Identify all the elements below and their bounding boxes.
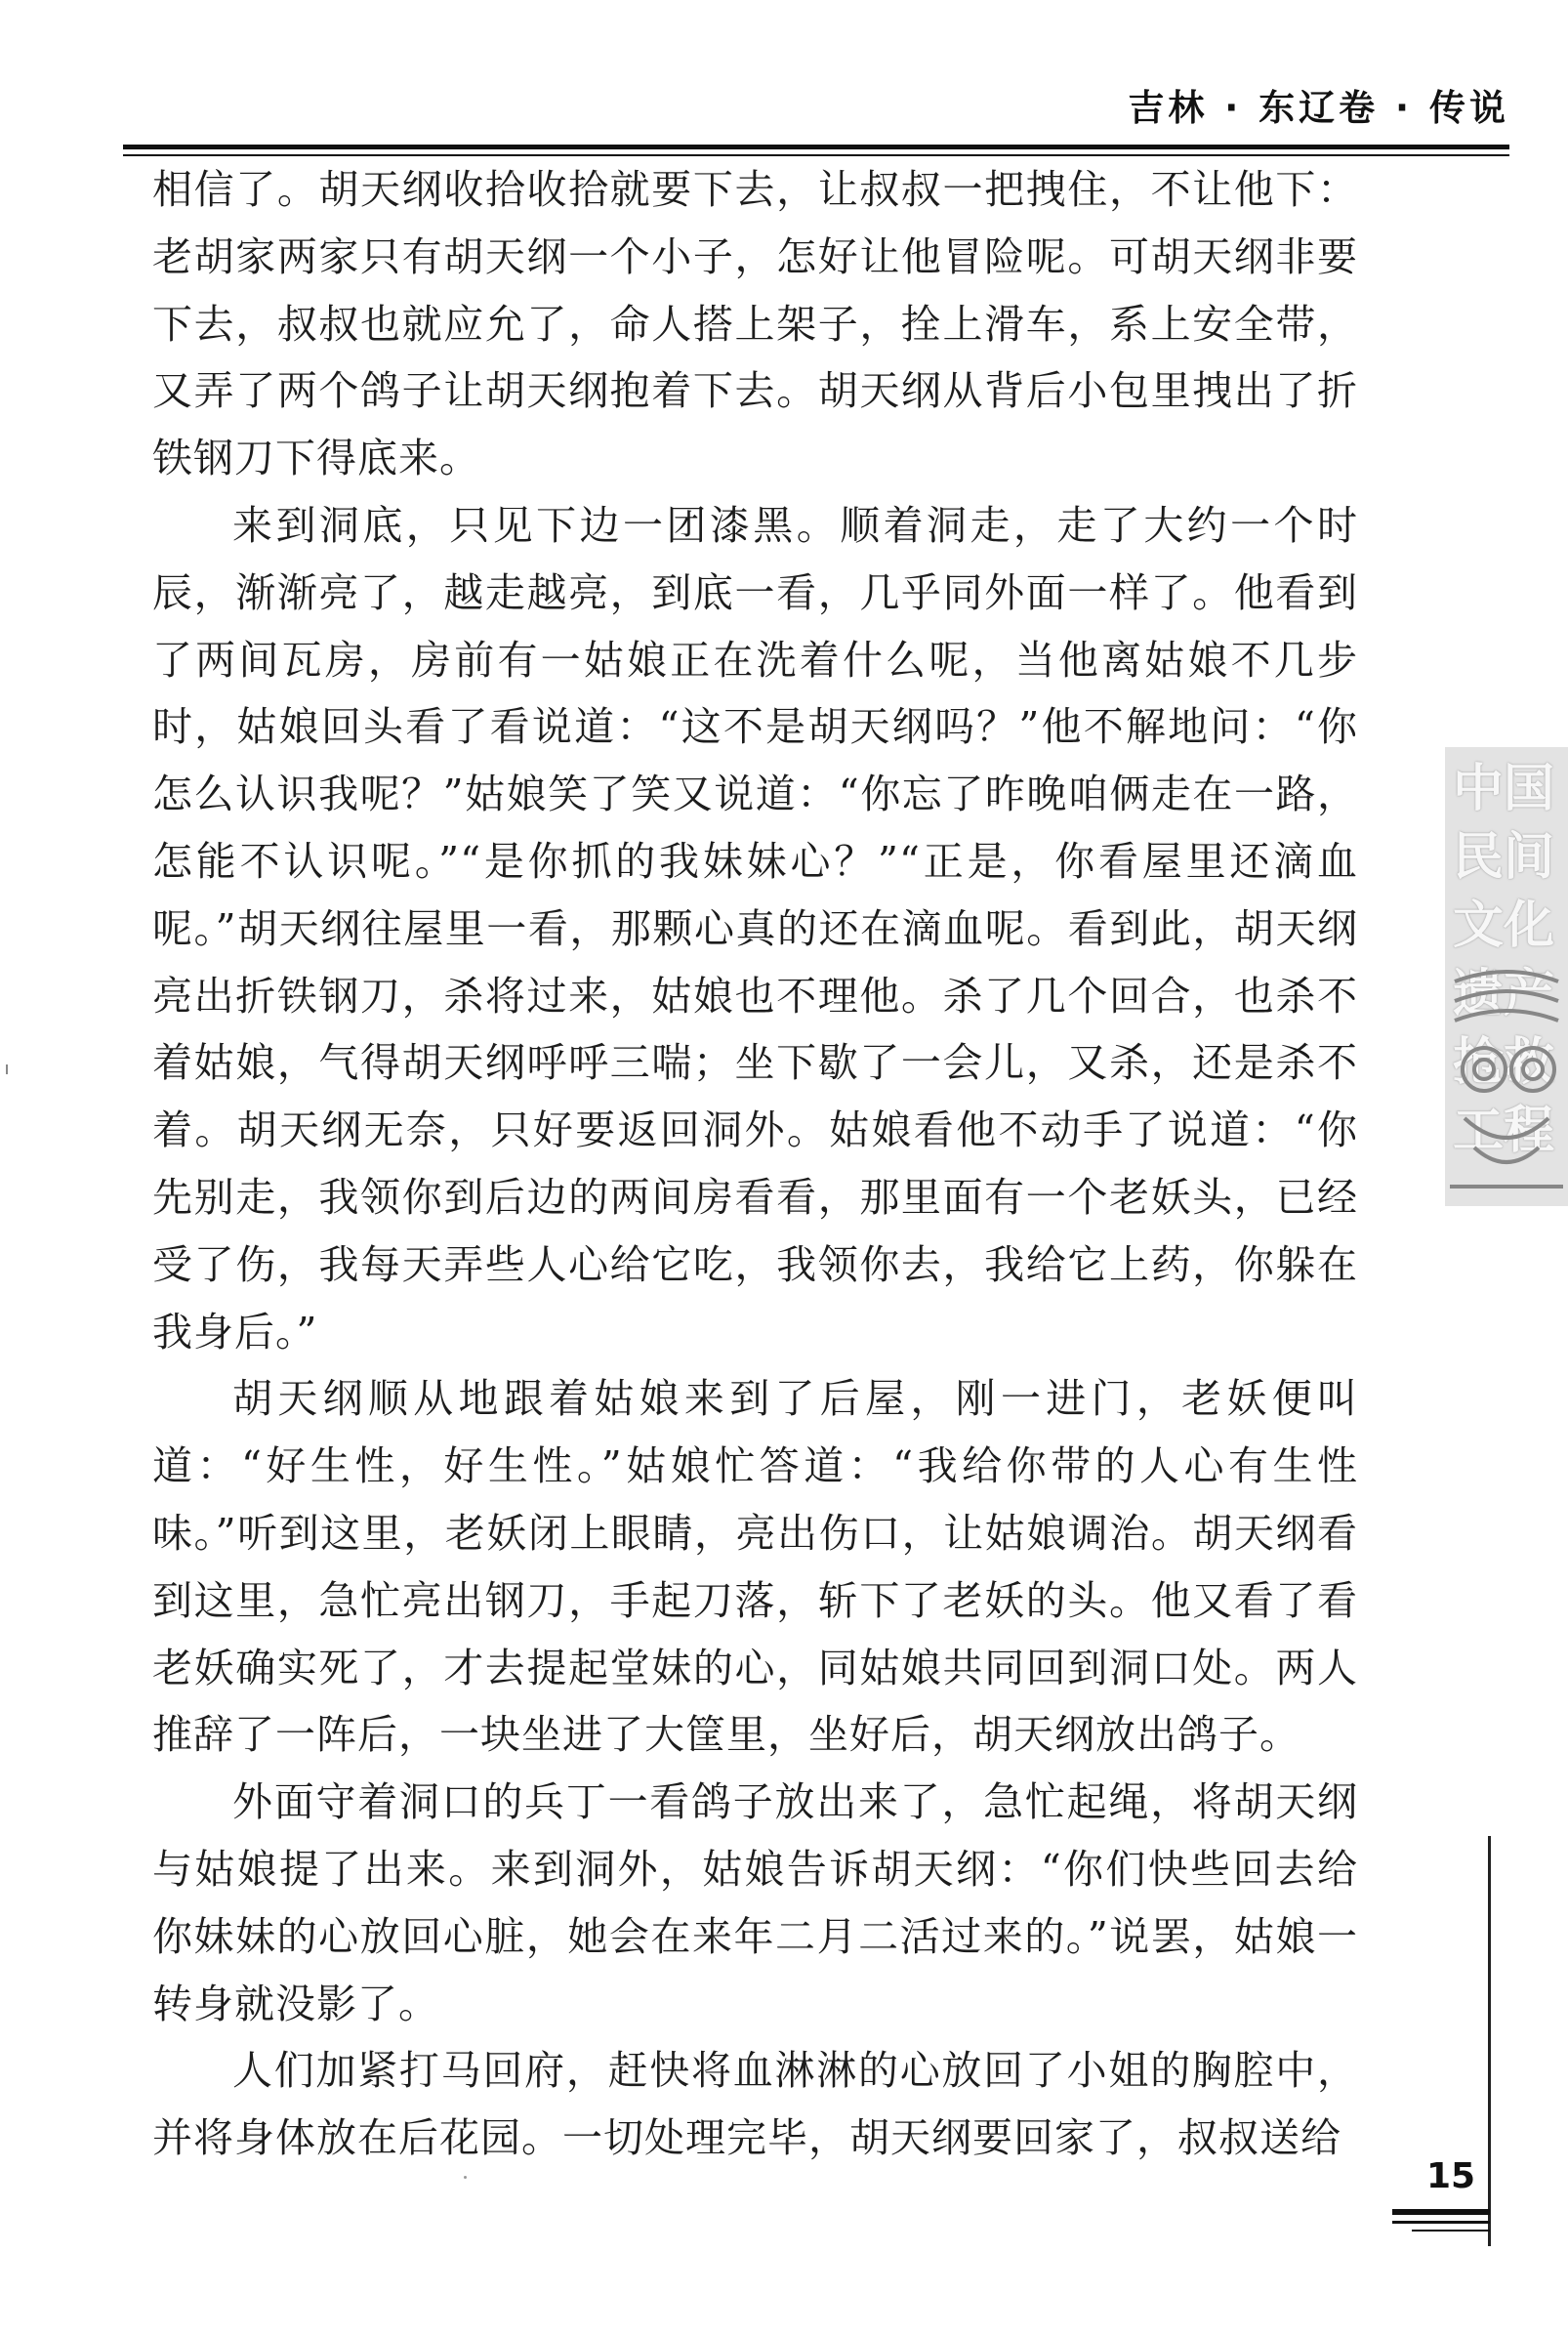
page-number: 15 [1425, 2156, 1476, 2196]
mask-pattern-icon [1445, 962, 1568, 1206]
paragraph-5: 人们加紧打马回府，赶快将血淋淋的心放回了小姐的胸腔中，并将身体放在后花园。一切处理完毕，胡天纲要回家了，叔叔送给 [152, 2047, 1358, 2162]
running-header [123, 61, 1509, 149]
left-margin-mark [6, 1064, 8, 1074]
side-emblem [1445, 747, 1568, 1206]
scan-dot [464, 2176, 467, 2179]
paragraph-1: 相信了。胡天纲收拾收拾就要下去，让叔叔一把拽住，不让他下：老胡家两家只有胡天纲一个小子，怎好让他冒险呢。可胡天纲非要下去，叔叔也就应允了，命人搭上架子，拴上滑车，系上安全带，又弄了两个鸽子让胡天纲抱着下去。胡天纲从背后小包里拽出了折铁钢刀下得底来。 [152, 166, 1358, 482]
header-title: 吉林 · 东辽卷 · 传说 [1128, 87, 1509, 129]
paragraph-3: 胡天纲顺从地跟着姑娘来到了后屋，刚一进门，老妖便叫道：“好生性，好生性。”姑娘忙答道：“我给你带的人心有生性味。”听到这里，老妖闭上眼睛，亮出伤口，让姑娘调治。胡天纲看到这里，急忙亮出钢刀，手起刀落，斩下了老妖的头。他又看了看老妖确实死了，才去提起堂妹的心，同姑娘共同回到洞口处。两人推辞了一阵后，一块坐进了大筐里，坐好后，胡天纲放出鸽子。 [152, 1375, 1358, 1759]
emblem-text: 中国民间文化遗产抢救工程 [1453, 760, 1555, 1160]
paragraph-4: 外面守着洞口的兵丁一看鸽子放出来了，急忙起绳，将胡天纲与姑娘提了出来。来到洞外，姑娘告诉胡天纲：“你们快些回去给你妹妹的心放回心脏，她会在来年二月二活过来的。”说罢，姑娘一转身就没影了。 [152, 1778, 1358, 2027]
right-margin-rule [1488, 1836, 1491, 2246]
paragraph-2: 来到洞底，只见下边一团漆黑。顺着洞走，走了大约一个时辰，渐渐亮了，越走越亮，到底一看，几乎同外面一样了。他看到了两间瓦房，房前有一姑娘正在洗着什么呢，当他离姑娘不几步时，姑娘回头看了看说道：“这不是胡天纲吗？”他不解地问：“你怎么认识我呢？”姑娘笑了笑又说道：“你忘了昨晚咱俩走在一路，怎能不认识呢。”“是你抓的我妹妹心？”“正是，你看屋里还滴血呢。”胡天纲往屋里一看，那颗心真的还在滴血呢。看到此，胡天纲亮出折铁钢刀，杀将过来，姑娘也不理他。杀了几个回合，也杀不着姑娘，气得胡天纲呼呼三喘；坐下歇了一会儿，又杀，还是杀不着。胡天纲无奈，只好要返回洞外。姑娘看他不动手了说道：“你先别走，我领你到后边的两间房看看，那里面有一个老妖头，已经受了伤，我每天弄些人心给它吃，我领你去，我给它上药，你躲在我身后。” [152, 501, 1358, 1356]
body-text [152, 156, 1358, 2172]
page-number-rules [1392, 2209, 1490, 2237]
